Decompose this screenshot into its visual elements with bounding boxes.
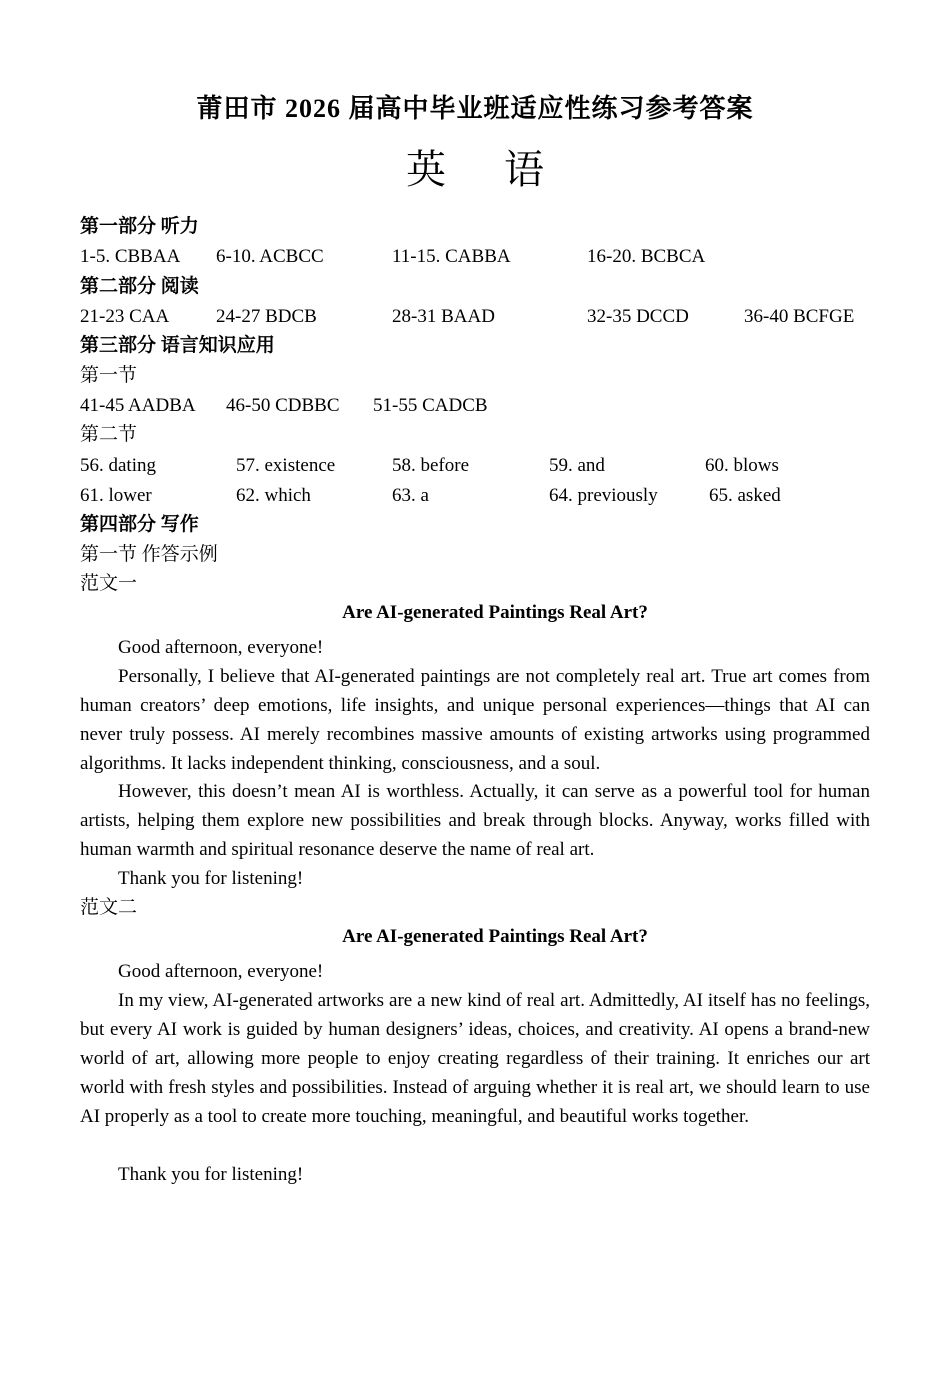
part3-s2-answer-64: 64. previously [549,485,658,506]
subject-title [0,138,950,195]
essay1-paragraph-1: Personally, I believe that AI-generated paintings are not completely real art. True art comes from human creators’ deep emotions, life insights, and unique personal experiences—things that AI can never truly possess. AI merely recombines massive amounts of existing artworks using programmed algorithms. It lacks independent thinking, consciousness, and a soul. [80,666,870,774]
part2-heading: 第二部分 阅读 [80,276,199,297]
part3-s2-answer-60: 60. blows [705,455,779,476]
part2-answer-1: 21-23 CAA [80,306,170,327]
part4-heading: 第四部分 写作 [80,514,199,535]
part3-s2-answer-62: 62. which [236,485,311,506]
part2-answer-3: 28-31 BAAD [392,306,495,327]
essay2-title: Are AI-generated Paintings Real Art? [342,926,648,947]
part2-answer-5: 36-40 BCFGE [744,306,855,327]
part3-heading: 第三部分 语言知识应用 [80,335,275,356]
essay2-paragraph-1: In my view, AI-generated artworks are a new kind of real art. Admittedly, AI itself has no feelings, but every AI work is guided by human designers’ ideas, choices, and creativity. AI opens a brand-new world of art, allowing more people to enjoy creating regardless of their training. It enriches our art world with fresh styles and possibilities. Instead of arguing whether it is real art, we should learn to use AI properly as a tool to create more touching, meaningful, and beautiful works together. [80,990,870,1127]
part1-answer-2: 6-10. ACBCC [216,246,324,267]
essay1-paragraph-2: However, this doesn’t mean AI is worthless. Actually, it can serve as a powerful tool for human artists, helping them explore new possibilities and break through blocks. Anyway, works filled with human warmth and spiritual resonance deserve the name of real art. [80,781,870,860]
part3-section2-label: 第二节 [80,424,138,445]
essay1-title: Are AI-generated Paintings Real Art? [342,602,648,623]
part3-section1-label: 第一节 [80,365,138,386]
part1-answer-4: 16-20. BCBCA [587,246,706,267]
part3-s2-answer-58: 58. before [392,455,470,476]
essay2-greeting: Good afternoon, everyone! [118,961,324,982]
essay1-closing: Thank you for listening! [118,868,304,889]
essay1-greeting: Good afternoon, everyone! [118,637,324,658]
essay2-closing: Thank you for listening! [118,1164,304,1185]
part3-s1-answer-2: 46-50 CDBBC [226,395,340,416]
part2-answer-2: 24-27 BDCB [216,306,317,327]
part1-answer-3: 11-15. CABBA [392,246,511,267]
essay1-label: 范文一 [80,573,138,594]
document-title: 莆田市 2026 届高中毕业班适应性练习参考答案 [196,94,754,123]
part3-s2-answer-57: 57. existence [236,455,336,476]
part4-section1-label: 第一节 作答示例 [80,544,218,565]
part3-s2-answer-63: 63. a [392,485,429,506]
subject-char-1: 英 [406,147,446,192]
essay2-label: 范文二 [80,897,138,918]
part3-s2-answer-61: 61. lower [80,485,152,506]
part1-answer-1: 1-5. CBBAA [80,246,181,267]
subject-char-2: 语 [504,147,544,192]
part3-s2-answer-59: 59. and [549,455,605,476]
part3-s2-answer-65: 65. asked [709,485,781,506]
part3-s1-answer-1: 41-45 AADBA [80,395,196,416]
part3-s2-answer-56: 56. dating [80,455,156,476]
part3-s1-answer-3: 51-55 CADCB [373,395,488,416]
part2-answer-4: 32-35 DCCD [587,306,689,327]
part1-heading: 第一部分 听力 [80,216,199,237]
